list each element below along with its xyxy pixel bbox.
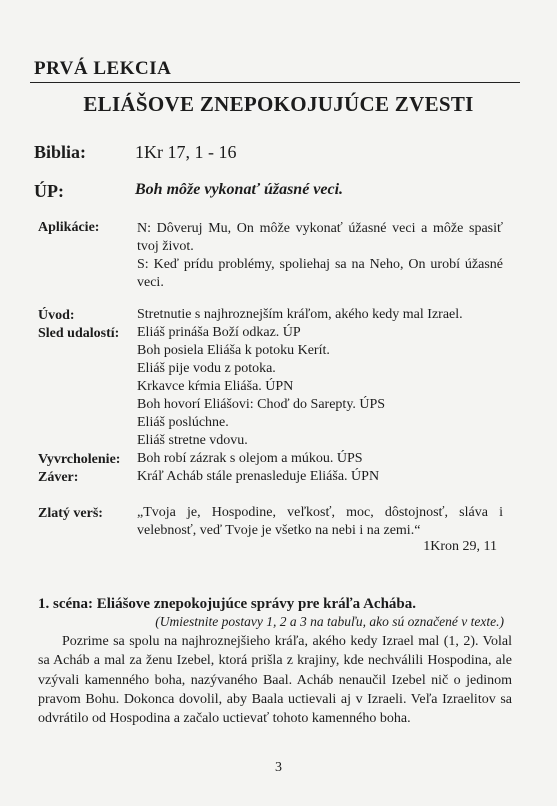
sled-item: Boh hovorí Eliášovi: Choď do Sarepty. ÚPS	[137, 397, 386, 412]
up-label: ÚP:	[34, 181, 64, 201]
aplikacie-label: Aplikácie:	[38, 220, 100, 235]
aplikacie-s: S: Keď prídu problémy, spoliehaj sa na Neho, On urobí úžasné veci.	[137, 257, 503, 290]
sled-item: Krkavce kŕmia Eliáša. ÚPN	[137, 379, 294, 394]
zlaty-vers-label: Zlatý verš:	[38, 506, 103, 521]
sled-item: Eliáš prináša Boží odkaz. ÚP	[137, 325, 301, 340]
sled-item: Eliáš poslúchne.	[137, 415, 229, 430]
lesson-label: PRVÁ LEKCIA	[34, 58, 172, 79]
page-title: ELIÁŠOVE ZNEPOKOJUJÚCE ZVESTI	[83, 92, 474, 116]
sled-item: Boh posiela Eliáša k potoku Kerít.	[137, 343, 330, 358]
zaver-label: Záver:	[38, 470, 79, 485]
uvod-value: Stretnutie s najhroznejším kráľom, akého kedy mal Izrael.	[137, 307, 463, 322]
biblia-value: 1Kr 17, 1 - 16	[135, 142, 237, 162]
header-rule	[30, 82, 520, 83]
scene-note: (Umiestnite postavy 1, 2 a 3 na tabuľu, ako sú označené v texte.)	[155, 614, 504, 629]
scene-body: Pozrime sa spolu na najhroznejšieho kráľa, akého kedy Izrael mal (1, 2). Volal sa Acháb a mal za ženu Izebel, ktorá prišla z krajiny, kde nechválili Hospodina, ale vzývali kamenného boha, nazývaného Baal. Acháb nenaučil Izebel nič o jedinom pravom Bohu. Dokonca dovolil, aby Baala uctievali aj v Izraeli. Veľa Izraelitov sa odvrátilo od Hospodina a začalo uctievať tohoto kamenného boha.	[38, 634, 512, 727]
scene-title: 1. scéna: Eliášove znepokojujúce správy pre kráľa Achába.	[38, 596, 417, 612]
zlaty-vers-reference: 1Kron 29, 11	[423, 539, 497, 554]
sled-item: Eliáš stretne vdovu.	[137, 433, 248, 448]
sled-label: Sled udalostí:	[38, 326, 120, 341]
uvod-label: Úvod:	[38, 308, 75, 323]
zaver-value: Kráľ Acháb stále prenasleduje Eliáša. ÚPN	[137, 469, 380, 484]
biblia-label: Biblia:	[34, 142, 87, 162]
sled-item: Eliáš pije vodu z potoka.	[137, 361, 276, 376]
vyvrcholenie-value: Boh robí zázrak s olejom a múkou. ÚPS	[137, 451, 363, 466]
aplikacie-n: N: Dôveruj Mu, On môže vykonať úžasné veci a môže spasiť tvoj život.	[137, 221, 503, 254]
up-value: Boh môže vykonať úžasné veci.	[135, 181, 344, 198]
vyvrcholenie-label: Vyvrcholenie:	[38, 452, 121, 467]
page-number: 3	[275, 760, 282, 775]
zlaty-vers-text: „Tvoja je, Hospodine, veľkosť, moc, dôstojnosť, sláva i velebnosť, veď Tvoje je všetko na nebi i na zemi.“	[137, 505, 503, 538]
